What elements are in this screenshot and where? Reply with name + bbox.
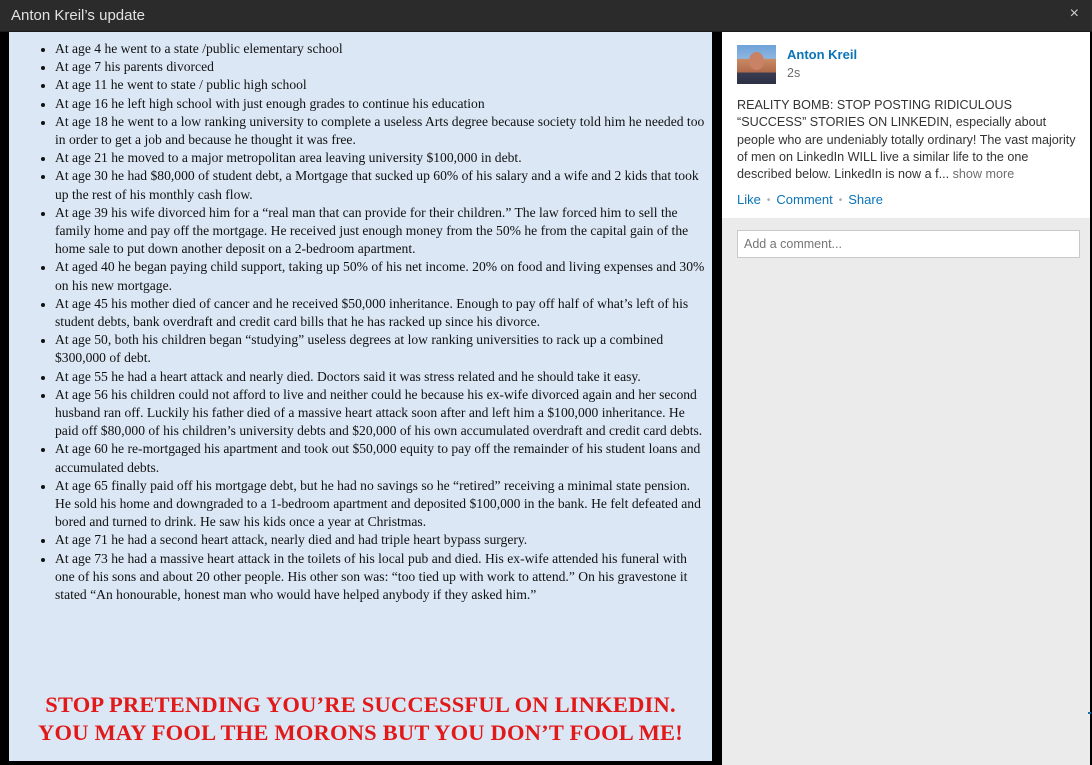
post-timestamp: 2s xyxy=(787,66,801,80)
life-events-list xyxy=(9,32,712,604)
life-event-item: • At age 56 his children could not afford to live and neither could he because his ex-wife divorced again and her second husband ran off. Luckily his father died of a massive heart attack soon after and left him a $100,000 inheritance. He paid off $80,000 of his children’s university debts and $20,000 of his own accumulated overdraft and credit card debts. xyxy=(55,386,706,441)
life-event-item: • At age 71 he had a second heart attack, nearly died and had triple heart bypass surgery. xyxy=(55,531,706,549)
separator-dot: • xyxy=(766,195,771,206)
shout-line-2: YOU MAY FOOL THE MORONS BUT YOU DON’T FOOL ME! xyxy=(38,720,683,745)
shout-line-1: STOP PRETENDING YOU’RE SUCCESSFUL ON LINKEDIN. xyxy=(45,692,676,717)
avatar[interactable] xyxy=(737,45,776,84)
life-event-item: • At age 11 he went to state / public high school xyxy=(55,76,706,94)
life-event-item: • At age 45 his mother died of cancer and he received $50,000 inheritance. Enough to pay off half of what’s left of his student debts, bank overdraft and credit card bills that he has racked up since his divorce. xyxy=(55,295,706,331)
post-image xyxy=(9,32,712,761)
life-event-item: • At aged 40 he began paying child support, taking up 50% of his net income. 20% on food and living expenses and 30% on his new mortgage. xyxy=(55,258,706,294)
like-link[interactable]: Like xyxy=(737,192,761,207)
post-sidebar xyxy=(722,32,1090,765)
post-text xyxy=(737,97,1082,183)
life-event-item: • At age 18 he went to a low ranking university to complete a useless Arts degree because society told him he needed too in order to get a job and because he thought it was free. xyxy=(55,113,706,149)
close-icon[interactable]: × xyxy=(1069,5,1079,22)
life-event-item: • At age 4 he went to a state /public elementary school xyxy=(55,40,706,58)
comment-link[interactable]: Comment xyxy=(776,192,833,207)
life-event-item: • At age 65 finally paid off his mortgage debt, but he had no savings so he “retired” receiving a minimal state pension. He sold his home and downgraded to a 1-bedroom apartment and deposited $100,000 in the bank. He felt defeated and bored and turned to drink. He saw his kids once a year at Christmas. xyxy=(55,477,706,532)
life-event-item: • At age 30 he had $80,000 of student debt, a Mortgage that sucked up 60% of his salary and a wife and 2 kids that took up the rest of his monthly cash flow. xyxy=(55,167,706,203)
author-name[interactable]: Anton Kreil xyxy=(787,47,858,62)
life-event-item: • At age 16 he left high school with just enough grades to continue his education xyxy=(55,95,706,113)
life-event-item: • At age 21 he moved to a major metropolitan area leaving university $100,000 in debt. xyxy=(55,149,706,167)
share-link[interactable]: Share xyxy=(848,192,883,207)
life-event-item: • At age 55 he had a heart attack and nearly died. Doctors said it was stress related and he should take it easy. xyxy=(55,368,706,386)
post-card xyxy=(722,32,1090,218)
life-event-item: • At age 60 he re-mortgaged his apartment and took out $50,000 equity to pay off the remainder of his student loans and accumulated debts. xyxy=(55,440,706,476)
show-more-link[interactable]: show more xyxy=(952,167,1015,182)
life-event-item: • At age 73 he had a massive heart attack in the toilets of his local pub and died. His ex-wife attended his funeral with one of his sons and about 20 other people. His other son was: “too tied up with work to attend.” On his gravestone it stated “An honourable, honest man who would have helped anybody if they asked him.” xyxy=(55,550,706,605)
life-event-item: • At age 39 his wife divorced him for a “real man that can provide for their children.” The law forced him to sell the family home and pay off the mortgage. He received just enough money from the 50% he from the capital gain of the home sale to put down another deposit on a 2-bedroom apartment. xyxy=(55,204,706,259)
life-event-item: • At age 50, both his children began “studying” useless degrees at low ranking universities to rack up a combined $300,000 of debt. xyxy=(55,331,706,367)
separator-dot: • xyxy=(838,195,843,206)
life-event-item: • At age 7 his parents divorced xyxy=(55,58,706,76)
post-body: REALITY BOMB: STOP POSTING RIDICULOUS “SUCCESS” STORIES ON LINKEDIN, especially about people who are undeniably totally ordinary! The vast majority of men on LinkedIn WILL live a similar life to the one described below. LinkedIn is now a f... xyxy=(737,98,1076,182)
post-actions xyxy=(737,192,883,207)
window-title: Anton Kreil’s update xyxy=(11,7,145,24)
title-bar xyxy=(0,0,1092,32)
comment-input[interactable] xyxy=(737,230,1080,258)
scroll-indicator xyxy=(1088,712,1091,714)
